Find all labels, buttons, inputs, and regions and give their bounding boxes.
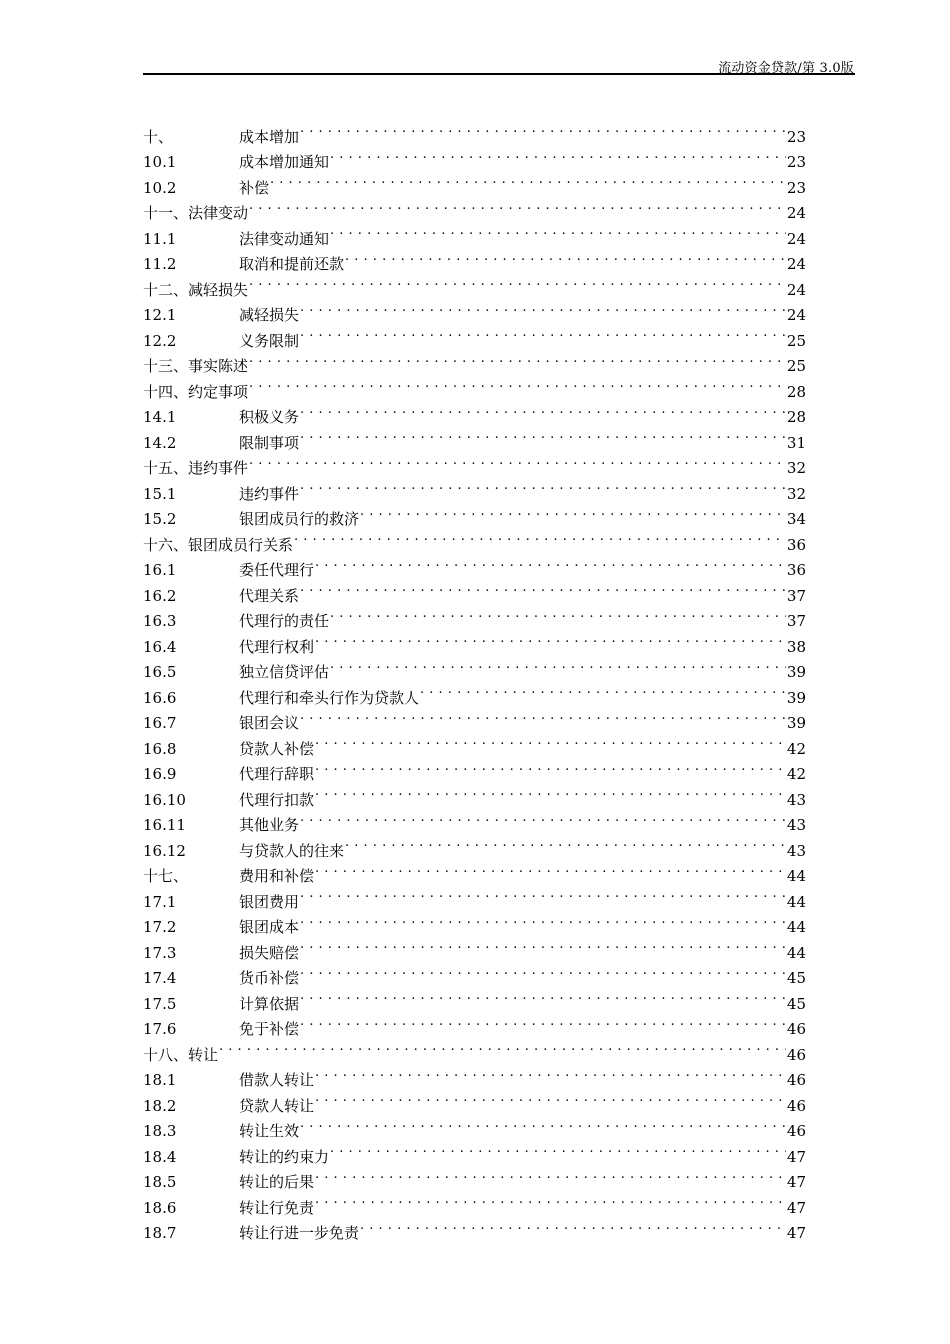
toc-entry-number: 18.4: [143, 1147, 177, 1166]
toc-dot-leader: [249, 193, 786, 219]
toc-entry-number: 18.1: [143, 1071, 177, 1089]
toc-entry-page-number: 37: [786, 612, 806, 630]
toc-dot-leader: [330, 218, 786, 244]
toc-entry-title: 积极义务: [239, 408, 300, 426]
toc-entry-title: 成本增加通知: [239, 153, 330, 171]
toc-entry-title: 事实陈述: [188, 357, 249, 375]
toc-entry-number: 15.1: [143, 484, 177, 503]
toc-entry-page-number: 34: [786, 510, 806, 528]
toc-entry-number: 16.1: [143, 561, 177, 579]
toc-dot-leader: [300, 958, 786, 984]
toc-entry[interactable]: [143, 1034, 806, 1064]
toc-dot-leader: [249, 371, 786, 397]
toc-dot-leader: [219, 1034, 786, 1060]
toc-entry-page-number: 39: [786, 714, 806, 732]
toc-entry-page-number: 23: [786, 178, 806, 197]
toc-entry-number: 十一、: [143, 204, 189, 222]
toc-entry-title: 计算依据: [239, 994, 300, 1013]
toc-dot-leader: [330, 1136, 786, 1162]
toc-dot-leader: [300, 473, 786, 499]
toc-entry-page-number: 24: [786, 229, 806, 248]
toc-entry-number: 十二、: [143, 280, 189, 299]
toc-entry-title: 法律变动通知: [239, 229, 330, 248]
toc-dot-leader: [315, 779, 786, 805]
toc-entry-title: 违约事件: [188, 459, 249, 477]
toc-entry-title: 代理行的责任: [239, 612, 330, 630]
toc-entry-page-number: 46: [786, 1071, 806, 1089]
running-header: 流动资金贷款/第 3.0版: [718, 61, 854, 76]
toc-entry-number: 12.2: [143, 331, 177, 350]
toc-entry-number: 16.7: [143, 714, 177, 732]
toc-entry-number: 17.4: [143, 969, 177, 987]
toc-entry-number: 10.2: [143, 178, 177, 197]
toc-dot-leader: [420, 677, 786, 703]
toc-entry-page-number: 47: [786, 1173, 806, 1191]
toc-dot-leader: [270, 167, 786, 193]
toc-entry-page-number: 38: [786, 637, 806, 656]
toc-entry-page-number: 42: [786, 765, 806, 783]
toc-entry-title: 代理行和牵头行作为贷款人: [239, 688, 420, 707]
toc-entry-page-number: 43: [786, 816, 806, 834]
toc-entry-title: 约定事项: [188, 382, 249, 401]
toc-entry-page-number: 44: [786, 867, 806, 885]
toc-entry-page-number: 25: [786, 331, 806, 350]
toc-dot-leader: [300, 703, 786, 729]
toc-entry-page-number: 24: [786, 204, 806, 222]
toc-entry-title: 转让: [188, 1045, 219, 1064]
toc-dot-leader: [294, 524, 786, 550]
toc-entry-title: 银团成员行关系: [188, 535, 294, 554]
toc-dot-leader: [300, 397, 786, 423]
toc-entry-page-number: 47: [786, 1198, 806, 1217]
toc-entry-page-number: 44: [786, 943, 806, 962]
toc-dot-leader: [330, 652, 786, 678]
toc-entry-title: 代理行权利: [239, 637, 315, 656]
table-of-contents: [143, 116, 806, 1242]
toc-entry-title: 违约事件: [239, 484, 300, 503]
toc-entry-number: 16.12: [143, 841, 186, 860]
toc-entry-title: 银团会议: [239, 714, 300, 732]
toc-entry-page-number: 46: [786, 1096, 806, 1115]
toc-entry-title: 货币补偿: [239, 969, 300, 987]
toc-dot-leader: [315, 728, 786, 754]
toc-dot-leader: [300, 805, 786, 831]
toc-entry-title: 转让行免责: [239, 1198, 315, 1217]
toc-dot-leader: [315, 754, 786, 780]
toc-entry-number: 17.5: [143, 994, 177, 1013]
toc-entry-number: 十、: [143, 127, 174, 146]
toc-dot-leader: [345, 830, 786, 856]
toc-entry-number: 十七、: [143, 867, 189, 885]
toc-entry-number: 12.1: [143, 306, 177, 324]
toc-entry-title: 限制事项: [239, 433, 300, 452]
toc-entry-number: 18.2: [143, 1096, 177, 1115]
toc-dot-leader: [300, 575, 786, 601]
toc-dot-leader: [300, 1111, 786, 1137]
toc-entry-number: 18.3: [143, 1122, 177, 1140]
toc-entry-page-number: 47: [786, 1224, 806, 1242]
toc-entry-page-number: 44: [786, 918, 806, 936]
toc-dot-leader: [315, 856, 786, 882]
toc-dot-leader: [360, 499, 786, 525]
toc-dot-leader: [330, 601, 786, 627]
toc-entry-number: 16.4: [143, 637, 177, 656]
toc-dot-leader: [249, 346, 786, 372]
toc-entry-number: 18.7: [143, 1224, 177, 1242]
toc-entry-title: 与贷款人的往来: [239, 841, 345, 860]
toc-entry-title: 其他业务: [239, 816, 300, 834]
toc-entry-page-number: 23: [786, 153, 806, 171]
toc-entry-title: 减轻损失: [188, 280, 249, 299]
toc-entry-title: 银团成本: [239, 918, 300, 936]
toc-entry-title: 补偿: [239, 178, 270, 197]
toc-entry-title: 代理关系: [239, 586, 300, 605]
toc-entry-title: 义务限制: [239, 331, 300, 350]
toc-entry-number: 16.6: [143, 688, 177, 707]
toc-entry-number: 15.2: [143, 510, 177, 528]
toc-entry-title: 法律变动: [188, 204, 249, 222]
toc-entry-page-number: 36: [786, 535, 806, 554]
toc-entry-page-number: 32: [786, 459, 806, 477]
toc-entry-number: 16.5: [143, 663, 177, 681]
toc-entry-page-number: 42: [786, 739, 806, 758]
toc-entry-page-number: 39: [786, 688, 806, 707]
toc-dot-leader: [360, 1213, 786, 1239]
toc-dot-leader: [300, 295, 786, 321]
toc-entry-number: 11.2: [143, 255, 177, 273]
toc-entry-page-number: 46: [786, 1045, 806, 1064]
toc-entry-number: 17.1: [143, 892, 177, 911]
toc-dot-leader: [300, 983, 786, 1009]
toc-entry-title: 贷款人转让: [239, 1096, 315, 1115]
toc-dot-leader: [345, 244, 786, 270]
toc-entry-page-number: 28: [786, 408, 806, 426]
toc-entry[interactable]: [143, 116, 806, 146]
toc-entry-title: 银团成员行的救济: [239, 510, 360, 528]
toc-entry-page-number: 39: [786, 663, 806, 681]
toc-entry-title: 贷款人补偿: [239, 739, 315, 758]
toc-dot-leader: [300, 932, 786, 958]
toc-entry-number: 18.6: [143, 1198, 177, 1217]
toc-dot-leader: [300, 422, 786, 448]
toc-entry-number: 18.5: [143, 1173, 177, 1191]
toc-entry-page-number: 47: [786, 1147, 806, 1166]
toc-entry-number: 17.3: [143, 943, 177, 962]
toc-entry-page-number: 25: [786, 357, 806, 375]
toc-entry[interactable]: [143, 1060, 806, 1089]
toc-entry-page-number: 32: [786, 484, 806, 503]
toc-entry-number: 14.1: [143, 408, 177, 426]
toc-dot-leader: [315, 626, 786, 652]
toc-entry-title: 转让的后果: [239, 1173, 315, 1191]
toc-entry-title: 费用和补偿: [239, 867, 315, 885]
toc-entry-title: 独立信贷评估: [239, 663, 330, 681]
toc-dot-leader: [300, 907, 786, 933]
toc-entry-page-number: 45: [786, 969, 806, 987]
toc-entry-title: 减轻损失: [239, 306, 300, 324]
toc-entry-page-number: 36: [786, 561, 806, 579]
toc-entry-title: 转让的约束力: [239, 1147, 330, 1166]
toc-dot-leader: [249, 448, 786, 474]
toc-entry-title: 借款人转让: [239, 1071, 315, 1089]
toc-entry-number: 十六、: [143, 535, 189, 554]
toc-entry-page-number: 45: [786, 994, 806, 1013]
toc-entry-page-number: 46: [786, 1020, 806, 1038]
toc-entry-title: 免于补偿: [239, 1020, 300, 1038]
toc-entry-page-number: 43: [786, 841, 806, 860]
toc-entry-number: 十四、: [143, 382, 189, 401]
toc-entry-number: 10.1: [143, 153, 177, 171]
toc-entry-page-number: 24: [786, 280, 806, 299]
toc-entry-number: 十八、: [143, 1045, 189, 1064]
toc-entry-title: 委任代理行: [239, 561, 315, 579]
toc-entry-number: 14.2: [143, 433, 177, 452]
toc-dot-leader: [300, 1009, 786, 1035]
toc-entry-number: 11.1: [143, 229, 177, 248]
toc-dot-leader: [300, 320, 786, 346]
toc-entry-number: 16.10: [143, 790, 186, 809]
toc-dot-leader: [315, 1162, 786, 1188]
toc-entry-page-number: 31: [786, 433, 806, 452]
toc-entry-number: 十三、: [143, 357, 189, 375]
toc-entry-number: 16.3: [143, 612, 177, 630]
toc-entry-number: 16.8: [143, 739, 177, 758]
toc-entry-page-number: 46: [786, 1122, 806, 1140]
toc-entry-number: 17.6: [143, 1020, 177, 1038]
toc-entry-title: 转让行进一步免责: [239, 1224, 360, 1242]
toc-dot-leader: [315, 1060, 786, 1086]
toc-dot-leader: [249, 269, 786, 295]
toc-entry-number: 16.11: [143, 816, 186, 834]
toc-entry-page-number: 24: [786, 306, 806, 324]
toc-entry-page-number: 24: [786, 255, 806, 273]
toc-entry-title: 取消和提前还款: [239, 255, 345, 273]
header-rule: [143, 73, 855, 75]
toc-entry-title: 损失赔偿: [239, 943, 300, 962]
toc-entry-title: 代理行辞职: [239, 765, 315, 783]
toc-entry-number: 十五、: [143, 459, 189, 477]
toc-entry-number: 16.9: [143, 765, 177, 783]
toc-entry-title: 转让生效: [239, 1122, 300, 1140]
toc-dot-leader: [330, 142, 786, 168]
toc-entry-page-number: 43: [786, 790, 806, 809]
toc-entry-title: 代理行扣款: [239, 790, 315, 809]
toc-dot-leader: [315, 550, 786, 576]
toc-dot-leader: [300, 881, 786, 907]
toc-dot-leader: [315, 1085, 786, 1111]
toc-entry-page-number: 23: [786, 127, 806, 146]
toc-entry-number: 16.2: [143, 586, 177, 605]
toc-entry-title: 成本增加: [239, 127, 300, 146]
toc-dot-leader: [315, 1187, 786, 1213]
toc-entry-page-number: 44: [786, 892, 806, 911]
toc-entry-page-number: 37: [786, 586, 806, 605]
toc-entry-title: 银团费用: [239, 892, 300, 911]
toc-dot-leader: [300, 116, 786, 142]
toc-entry-number: 17.2: [143, 918, 177, 936]
toc-entry-page-number: 28: [786, 382, 806, 401]
